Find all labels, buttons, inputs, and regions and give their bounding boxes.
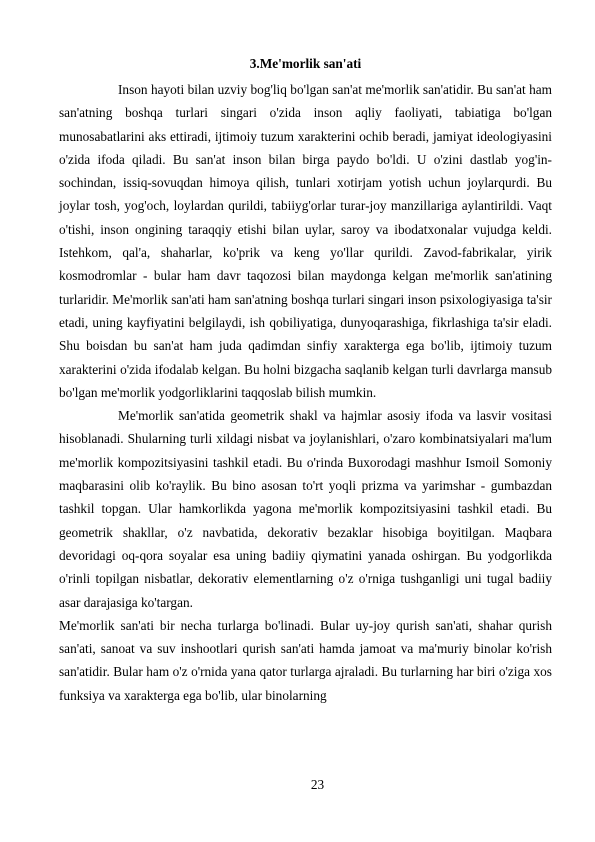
paragraph-geometric-forms: Me'morlik san'atida geometrik shakl va hajmlar asosiy ifoda va lasvir vositasi hisoblanadi. Shularning turli xildagi nisbat va joylanishlari, o'zaro kombinatsiyalari ma'lum me'morlik kompozitsiyasini tashkil etadi. Bu o'rinda Buxorodagi mashhur Ismoil Somoniy maqbarasini olib ko'raylik. Bu bino asosan to'rt yoqli prizma va yarimshar - gumbazdan tashkil topgan. Ular hamkorlikda yagona me'morlik kompozitsiyasini tashkil etadi. Bu geometrik shakllar, o'z navbatida, dekorativ bezaklar hisobiga boyitilgan. Maqbara devoridagi oq-qora soyalar esa uning badiiy qiymatini yanada oshirgan. Bu yodgorlikda o'rinli topilgan nisbatlar, dekorativ elementlarning o'z o'rniga tushganligi uni tugal badiiy asar darajasiga ko'targan. <box>59 408 552 610</box>
section-heading: 3.Me'morlik san'ati <box>249 56 362 71</box>
body-text <box>59 78 552 707</box>
paragraph-architecture-types: Me'morlik san'ati bir necha turlarga bo'linadi. Bular uy-joy qurish san'ati, shahar qurish san'ati, sanoat va suv inshootlari qurish san'ati hamda jamoat va ma'muriy binolar ko'rish san'atidir. Bular ham o'z o'rnida yana qator turlarga ajraladi. Bu turlarning har biri o'ziga xos funksiya va xarakterga ega bo'lib, ular binolarning <box>59 617 552 703</box>
page-number: 23 <box>310 777 325 792</box>
paragraph-architecture-intro: Inson hayoti bilan uzviy bog'liq bo'lgan san'at me'morlik san'atidir. Bu san'at ham san'atning boshqa turlari singari o'zida inson aqliy faoliyati, tabiatiga bo'lgan munosabatlarini aks ettiradi, ijtimoiy tuzum xarakterini ochib beradi, jamiyat ideologiyasini o'zida ifoda qiladi. Bu san'at inson bilan birga paydo bo'ldi. U o'zini dastlab yog'in-sochindan, issiq-sovuqdan himoya qilish, tunlari xotirjam yotish uchun joylarqurdi. Bu joylar tosh, yog'och, loylardan qurildi, tabiiyg'orlar turar-joy manzillariga aylantirildi. Vaqt o'tishi, inson ongining taraqqiy etishi bilan uylar, saroy va ibodatxonalar vujudga keldi. Istehkom, qal'a, shaharlar, ko'prik va keng yo'llar qurildi. Zavod-fabrikalar, yirik kosmodromlar - bular ham davr taqozosi bilan maydonga kelgan me'morlik san'atining turlaridir. Me'morlik san'ati ham san'atning boshqa turlari singari inson psixologiyasiga ta'sir etadi, uning kayfiyatini belgilaydi, ish qobiliyatiga, dunyoqarashiga, fikrlashiga ta'sir eladi. Shu boisdan bu san'at ham juda qadimdan sinfiy xarakterga ega bo'lib, ijtimoiy tuzum xarakterini o'zida ifodalab kelgan. Bu holni bizgacha saqlanib kelgan turli davrlarga mansub bo'lgan me'morlik yodgorliklarini taqqoslab bilish mumkin. <box>59 82 552 400</box>
